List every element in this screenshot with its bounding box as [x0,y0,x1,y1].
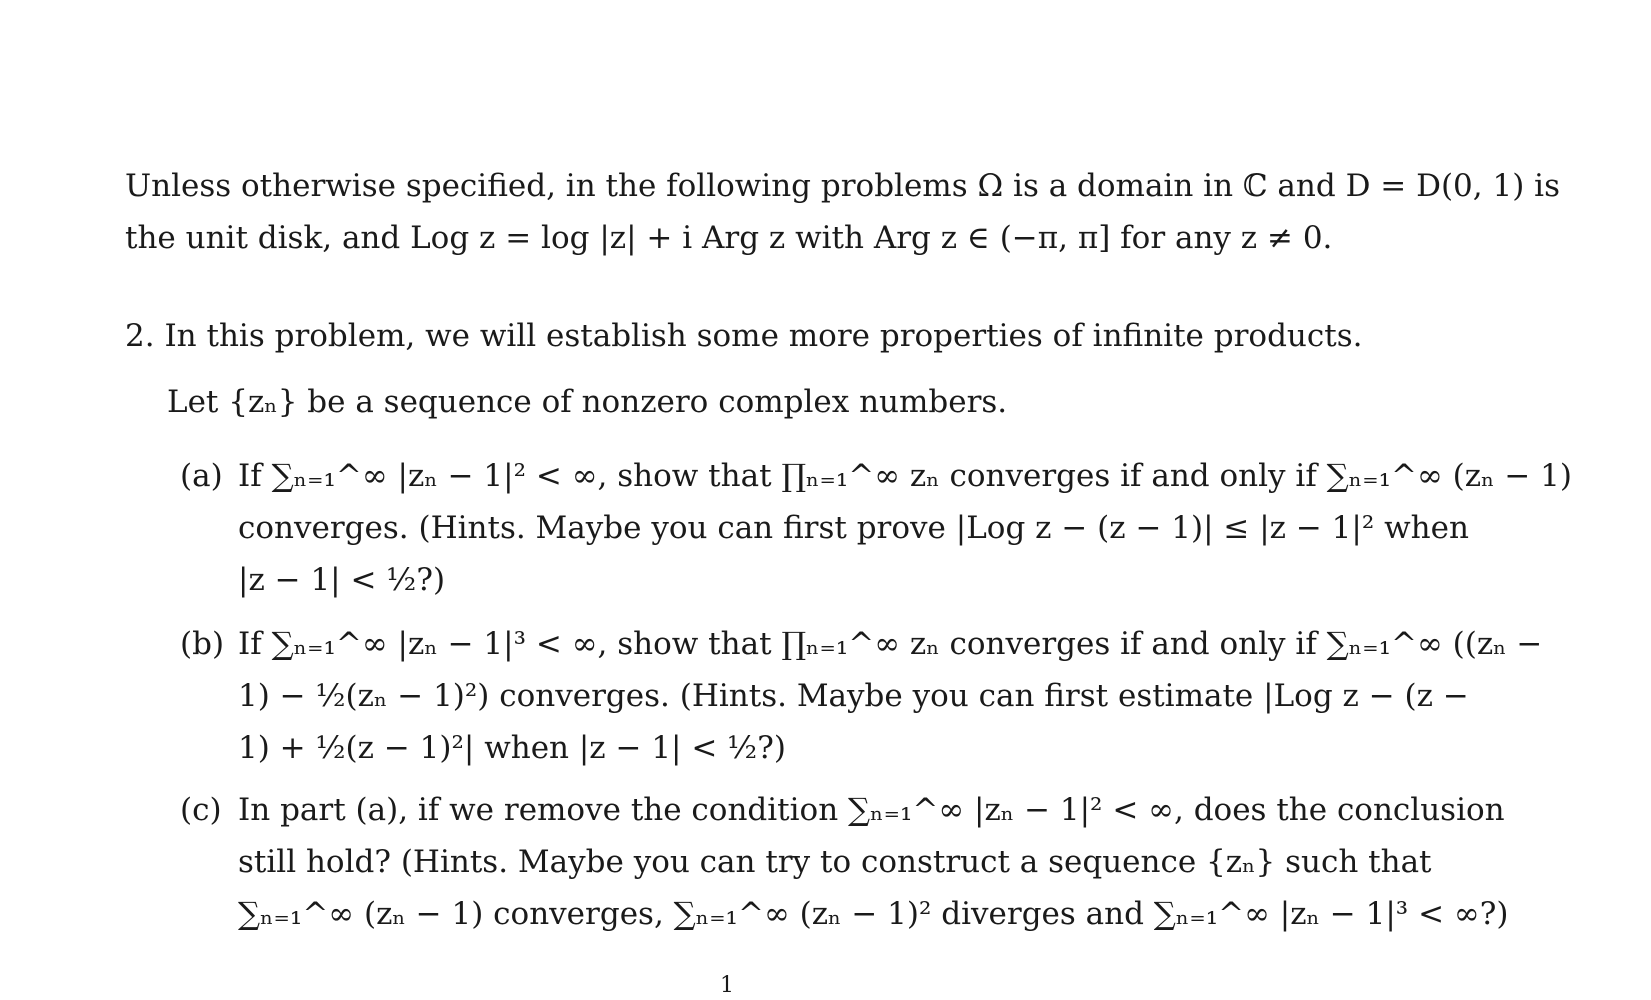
part-b-line-3: 1) + ½(z − 1)²| when |z − 1| < ½?) [238,730,786,766]
problem-lead: Let {zₙ} be a sequence of nonzero complex numbers. [167,384,1008,420]
intro-paragraph [125,160,1560,264]
part-b-label: (b) [180,626,225,662]
part-b-body [238,618,1543,774]
part-a-label: (a) [180,458,223,494]
problem-number: 2. [125,318,155,354]
part-a-line-3: |z − 1| < ½?) [238,562,446,598]
part-c-body [238,784,1509,940]
part-c-line-2: still hold? (Hints. Maybe you can try to construct a sequence {zₙ} such that [238,844,1432,880]
part-c-label: (c) [180,792,222,828]
intro-line-2: the unit disk, and Log z = log |z| + i Arg z with Arg z ∈ (−π, π] for any z ≠ 0. [125,220,1333,256]
part-c-line-3: ∑ₙ₌₁^∞ (zₙ − 1) converges, ∑ₙ₌₁^∞ (zₙ − 1)² diverges and ∑ₙ₌₁^∞ |zₙ − 1|³ < ∞?) [238,896,1509,932]
problem-statement: In this problem, we will establish some more properties of infinite products. [164,318,1363,354]
page-number: 1 [720,973,734,998]
part-b-line-1: If ∑ₙ₌₁^∞ |zₙ − 1|³ < ∞, show that ∏ₙ₌₁^∞ zₙ converges if and only if ∑ₙ₌₁^∞ ((zₙ − [238,626,1543,662]
problem-heading [125,310,1445,362]
part-a-body [238,450,1572,606]
part-c-line-1: In part (a), if we remove the condition ∑ₙ₌₁^∞ |zₙ − 1|² < ∞, does the conclusion [238,792,1505,828]
part-a-line-1: If ∑ₙ₌₁^∞ |zₙ − 1|² < ∞, show that ∏ₙ₌₁^∞ zₙ converges if and only if ∑ₙ₌₁^∞ (zₙ − 1) [238,458,1572,494]
part-b-line-2: 1) − ½(zₙ − 1)²) converges. (Hints. Maybe you can first estimate |Log z − (z − [238,678,1469,714]
intro-line-1: Unless otherwise specified, in the following problems Ω is a domain in ℂ and D = D(0, 1) is [125,168,1560,204]
part-a-line-2: converges. (Hints. Maybe you can first prove |Log z − (z − 1)| ≤ |z − 1|² when [238,510,1469,546]
